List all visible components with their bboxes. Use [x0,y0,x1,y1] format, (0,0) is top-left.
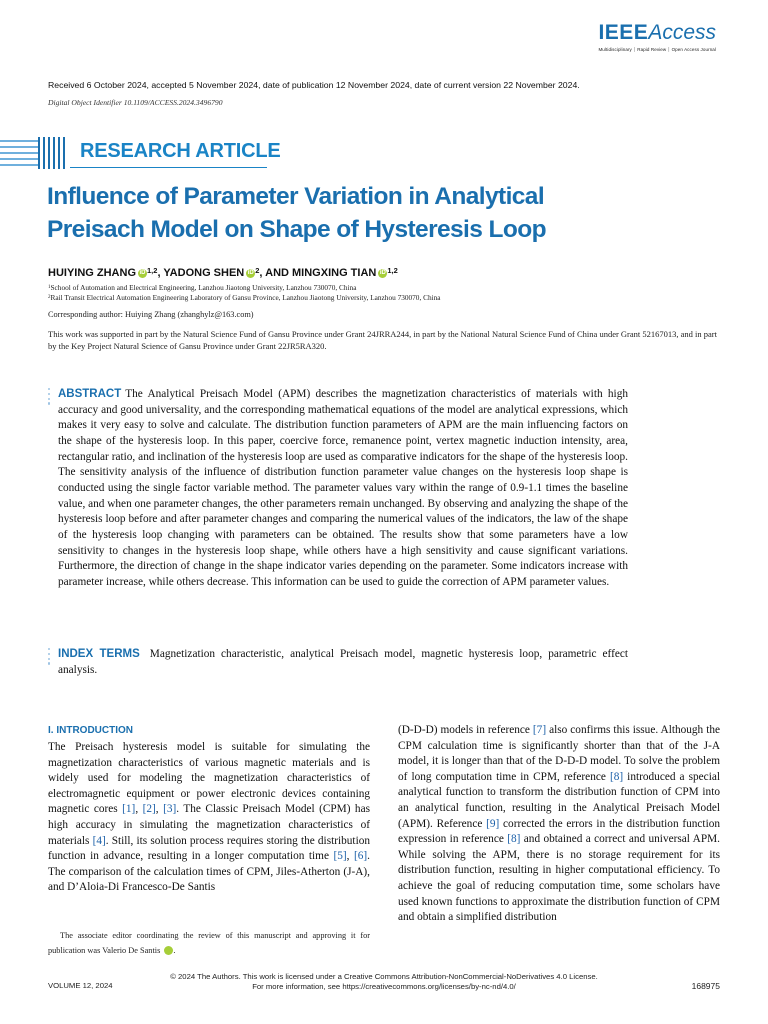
abstract [58,387,628,591]
ieee-access-logo[interactable]: IEEEAccess [598,21,716,44]
article-type-underline [70,167,267,168]
citation-link[interactable]: [2] [142,803,156,816]
citation-link[interactable]: [8] [609,770,624,783]
author-affiliation-marker: 1,2 [147,266,158,275]
article-type: RESEARCH ARTICLE [80,140,281,162]
journal-tagline: Multidisciplinary ⏐ Rapid Review ⏐ Open Access Journal [598,47,716,52]
orcid-icon[interactable]: iD [139,270,146,276]
citation-link[interactable]: [7] [532,724,547,736]
citation-link[interactable]: [6] [353,850,368,863]
license-notice: © 2024 The Authors. This work is licensed under a Creative Commons Attribution-NonCommercial-NoDerivatives 4.0 License. For more information, see https://creativecommons.org/licenses/by-nc-nd/4.0/ [48,972,720,991]
index-terms [58,647,628,678]
received-dates: Received 6 October 2024, accepted 5 November 2024, date of publication 12 November 2024, date of current version 22 November 2024. [48,80,580,90]
affiliation: $^2$Rail Transit Electrical Automation Engineering Laboratory of Gansu Province, Lanzhou Jiaotong University, Lanzhou 730070, China [48,293,441,302]
article-title [47,180,707,246]
author-affiliation-marker: 2 [255,266,260,275]
author-name[interactable]: HUIYING ZHANG [48,267,136,279]
index-terms-label: INDEX TERMS [58,648,140,660]
body-column-left [48,723,370,896]
citation-link[interactable]: [3] [163,803,177,816]
body-column-right [398,723,720,926]
orcid-icon[interactable]: iD [247,270,254,276]
body-paragraph: The Preisach hysteresis model is suitable for simulating the magnetization characteristics of various magnetic materials and is widely used for modeling the magnetization characteristics of electromagnetic equipment or power electronic devices containing magnetic cores [1], [2], [3]. The Classic Preisach Model (CPM) has high accuracy in simulating the magnetization characteristics of materials [4]. Still, its solution process requires storing the distribution function in advance, resulting in a longer computation time [5], [6]. The comparison of the calculation times of CPM, Jiles-Atherton (J-A), and D’Aloia-Di Francesco-De Santis [48,741,371,894]
doi[interactable]: Digital Object Identifier 10.1109/ACCESS.2024.3496790 [48,98,223,107]
index-terms-text: Magnetization characteristic, analytical Preisach model, magnetic hysteresis loop, parametric effect analysis. [58,648,628,676]
abstract-text: The Analytical Preisach Model (APM) describes the magnetization characteristics of materials with high accuracy and good universality, and the corresponding mathematical equations of the model are analytical expressions, which makes it very easy to solve and calculate. The distribution function parameters of APM are the main influencing factors on the shape of the hysteresis loop. In this paper, coercive force, remanence point, vertex magnetic induction intensity, area, rectangular ratio, and inclination of the hysteresis loop are used as comparative indicators for the shape of the hysteresis loop. The sensitivity analysis of the influence of distribution function parameter value changes on the hysteresis loop shape is conducted using the single factor variable method. The parameter values vary within the range of 0.9-1.1 times the baseline value, and when one parameter changes, the other parameters remain unchanged. By observing and analyzing the shape of the hysteresis loop before and after parameter changes and comparing the numerical values of the indicators, the law of the shape of the hysteresis loop changing with parameters can be obtained. The results show that some parameters have a low sensitivity to changes in the hysteresis loop shape, while others have a high sensitivity and cause significant variations. Furthermore, the direction of change in the shape indicator varies depending on the parameter. Some indicators increase with parameter increase, while others decrease. This information can be used to guide the correction of APM parameter values. [58,388,628,588]
section-heading: I. INTRODUCTION [48,725,133,736]
citation-link[interactable]: [5] [333,850,347,863]
author-list [48,266,398,279]
citation-link[interactable]: [4] [92,834,106,847]
editor-footnote: The associate editor coordinating the review of this manuscript and approving it for publication was Valerio De Santis iD. [48,931,370,955]
journal-brand [598,22,716,52]
citation-link[interactable]: [9] [486,817,500,830]
decorative-dots-icon [48,648,51,667]
author-affiliation-marker: 1,2 [387,266,398,275]
banner-stripes [0,137,66,169]
decorative-dots-icon [48,388,51,407]
author-name[interactable]: , YADONG SHEN [157,267,245,279]
corresponding-author: Corresponding author: Huiying Zhang (zhanghylz@163.com) [48,310,254,319]
title-line-2: Preisach Model on Shape of Hysteresis Loop [47,216,546,243]
volume-label: VOLUME 12, 2024 [48,981,113,990]
abstract-label: ABSTRACT [58,388,122,400]
body-paragraph: (D-D-D) models in reference [7] also confirms this issue. Although the CPM calculation time is significantly shorter than that of the J-A model, it is longer than that of the D-D-D model. To solve the problem of long computation time in CPM, reference [8] introduced a special analytical function to transform the distribution function of CPM into an analytical function, resulting in the Analytical Preisach Model (APM). Reference [9] corrected the errors in the distribution function expression in reference [8] and obtained a correct and universal APM. While solving the APM, there is no storage requirement for its distribution function, resulting in higher computational efficiency. To achieve the goal of reducing computation time, some scholars have used known functions to approximate the distribution function of CPM and obtain a simplified distribution [398,724,720,924]
affiliation: $^1$School of Automation and Electrical Engineering, Lanzhou Jiaotong University, Lanzhou 730070, China [48,283,357,292]
page-number: 168975 [691,981,720,991]
citation-link[interactable]: [8] [507,833,521,846]
license-link[interactable]: For more information, see https://creativecommons.org/licenses/by-nc-nd/4.0/ [252,981,516,991]
funding-statement: This work was supported in part by the Natural Science Fund of Gansu Province under Grant 24JRRA244, in part by the National Natural Science Fund of China under Grant 52167013, and in part by the Key Project Natural Science of Gansu Province under Grant 22JR5RA320. [48,329,717,351]
citation-link[interactable]: [1] [122,803,136,816]
title-line-1: Influence of Parameter Variation in Analytical [47,183,545,210]
orcid-icon[interactable]: iD [379,270,386,276]
orcid-icon[interactable]: iD [164,946,173,955]
author-name[interactable]: , AND MINGXING TIAN [259,267,377,279]
